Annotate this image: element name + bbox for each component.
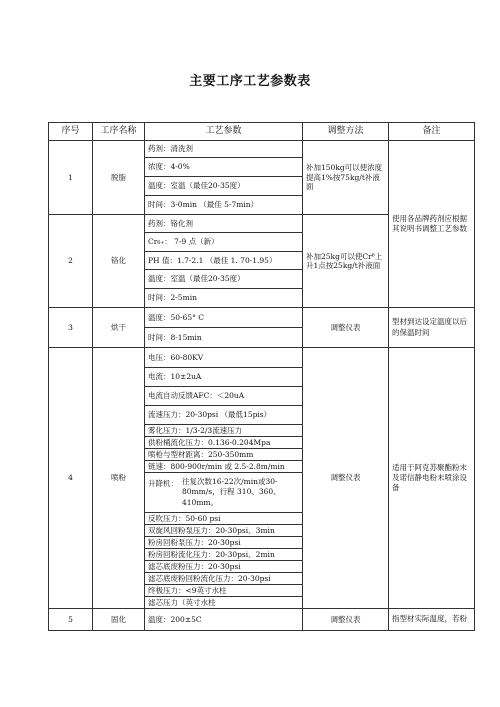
param-cell: 电流：10±2uA — [145, 368, 303, 387]
param-cell: 链速：800-900r/min 或 2.5-2.8m/min — [145, 461, 303, 473]
param-cell: 药剂：清洗剂 — [145, 141, 303, 158]
table-header-row — [49, 123, 475, 141]
page-title: 主要工序工艺参数表 — [189, 74, 311, 89]
row-note: 型材到达设定温度以后的保温时间 — [389, 308, 475, 348]
row-note: 适用于阿克苏聚酯粉末及诺信静电粉末喷涂设备 — [389, 348, 475, 609]
row-process-name: 脱脂 — [93, 141, 145, 215]
table-row — [49, 348, 475, 368]
param-cell: 终极压力：<9英寸水柱 — [145, 585, 303, 597]
header-process-name: 工序名称 — [93, 123, 145, 141]
param-cell: 电压：60-80KV — [145, 348, 303, 368]
row-process-name: 固化 — [93, 609, 145, 631]
param-cell: 喷枪与型材距离：250-350mm — [145, 449, 303, 461]
param-cell: 雾化压力：1/3-2/3流速压力 — [145, 425, 303, 437]
param-cell: 温度：室温（最佳20-35度） — [145, 270, 303, 289]
lift-value: 往复次数16-22次/min或30-80mm/s，行程 310、360、410mm。 — [182, 476, 281, 507]
param-cell: 双旋风回粉泵压力：20-30psi、3min — [145, 525, 303, 537]
header-no: 序号 — [49, 123, 93, 141]
row-method: 调整仪表 — [303, 308, 389, 348]
row-method: 补加25kg可以使Cr⁶上升1点按25kg/t补液面 — [303, 215, 389, 308]
header-params: 工艺参数 — [145, 123, 303, 141]
row-process-name: 烘干 — [93, 308, 145, 348]
row-no: 4 — [49, 348, 93, 609]
param-cell: Cr₆₊： 7-9 点（新） — [145, 233, 303, 252]
param-cell: 电流自动反馈AFC：＜20uA — [145, 387, 303, 406]
row-process-name: 铬化 — [93, 215, 145, 308]
param-cell: 供粉桶流化压力：0.136-0.204Mpa — [145, 437, 303, 449]
table-row — [49, 308, 475, 328]
row-no: 3 — [49, 308, 93, 348]
param-cell: 温度：室温（最佳20-35度） — [145, 177, 303, 196]
param-cell: 药剂：铬化剂 — [145, 215, 303, 233]
param-cell: 滤芯压力（英寸水柱 — [145, 597, 303, 609]
header-note: 备注 — [389, 123, 475, 141]
row-note: 指型材实际温度，若粉 — [389, 609, 475, 631]
param-cell: 流速压力：20-30psi （最低15pis） — [145, 406, 303, 425]
param-cell: 粉房回粉泵压力：20-30psi — [145, 537, 303, 549]
param-cell: 浓度：4-0% — [145, 158, 303, 177]
param-cell: 温度：50-65° C — [145, 308, 303, 328]
row-process-name: 喷粉 — [93, 348, 145, 609]
table-row — [49, 141, 475, 158]
param-cell: 滤芯底废粉回粉流化压力：20-30psi — [145, 573, 303, 585]
param-cell: 滤芯底废粉压力：20-30psi — [145, 561, 303, 573]
shared-note: 使用各品牌药剂应根据其说明书调整工艺参数 — [389, 141, 475, 308]
row-no: 1 — [49, 141, 93, 215]
param-cell: PH 值：1.7-2.1 （最佳 1. 70-1.95） — [145, 252, 303, 270]
row-method: 调整仪表 — [303, 348, 389, 609]
param-cell: 反吹压力：50-60 psi — [145, 513, 303, 525]
table-row — [49, 609, 475, 631]
param-cell: 时间：2-5min — [145, 289, 303, 308]
param-cell: 粉房回粉流化压力：20-30psi、2min — [145, 549, 303, 561]
header-method: 调整方法 — [303, 123, 389, 141]
row-method: 补加150kg可以使浓度提高1%按75kg/t补液面 — [303, 141, 389, 215]
row-no: 2 — [49, 215, 93, 308]
param-cell: 温度：200±5C — [145, 609, 303, 631]
param-cell: 时间：3-0min （最佳 5-7min） — [145, 196, 303, 215]
param-cell: 时间：8-15min — [145, 328, 303, 348]
row-method: 调整仪表 — [303, 609, 389, 631]
process-parameter-table — [48, 122, 475, 631]
param-cell-lift — [145, 473, 303, 513]
row-no: 5 — [49, 609, 93, 631]
lift-label: 升降机： — [148, 478, 178, 488]
